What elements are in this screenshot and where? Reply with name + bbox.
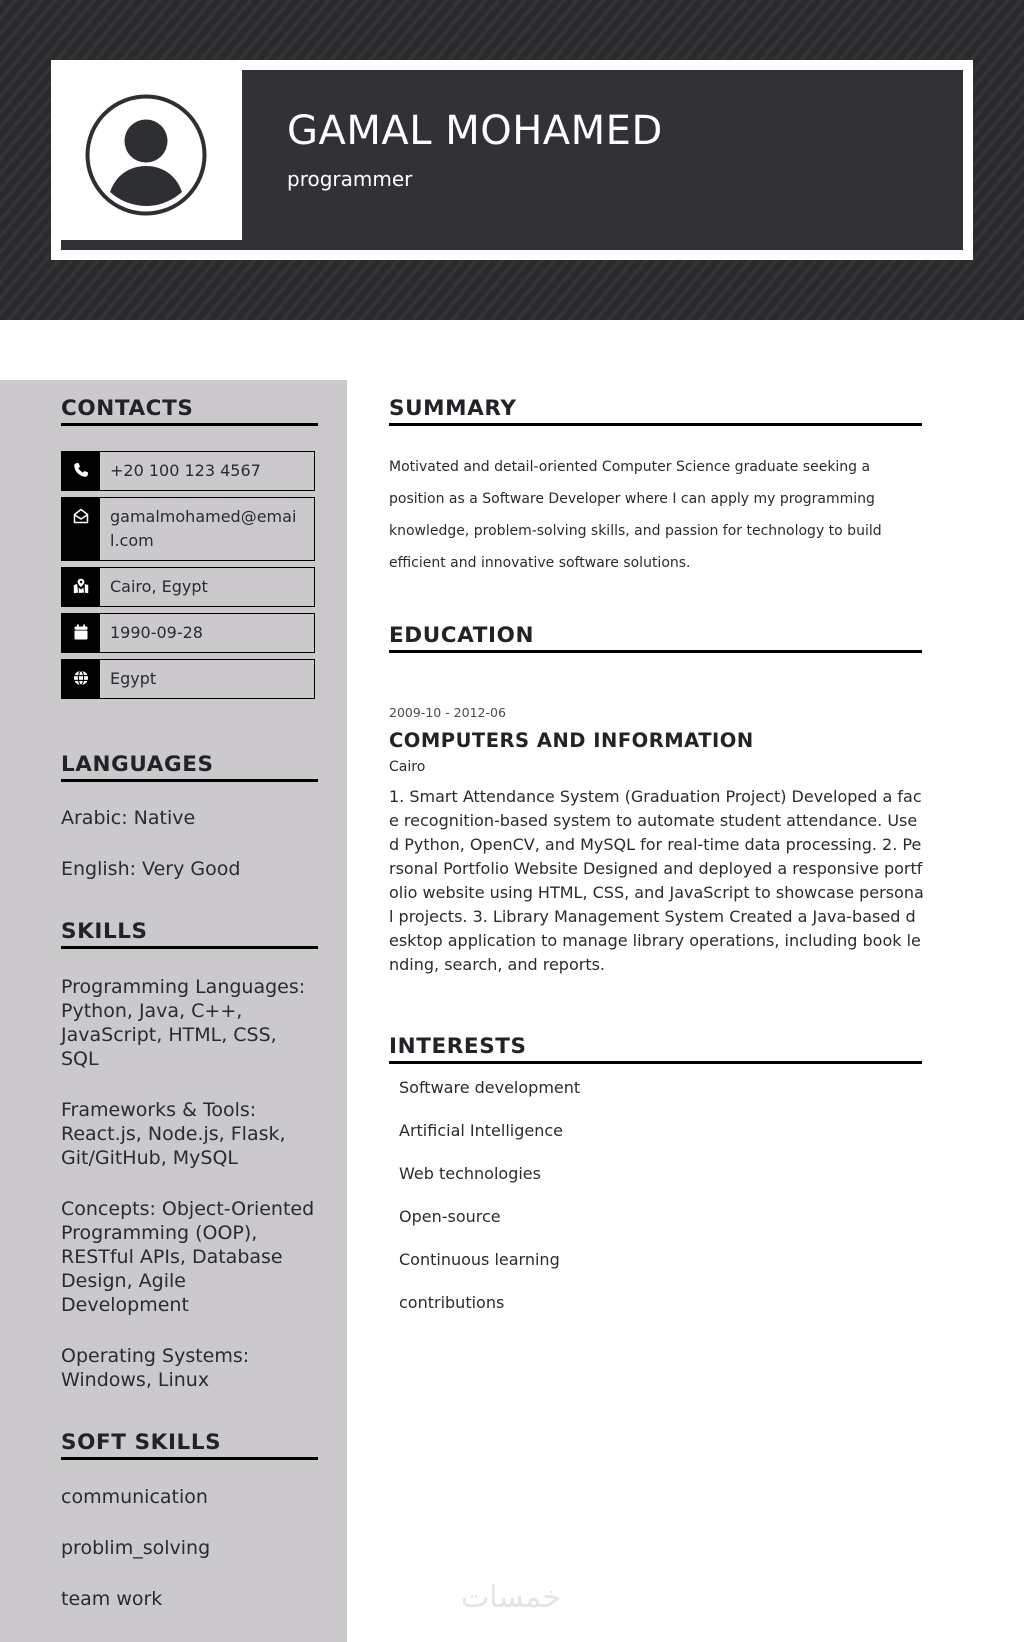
- watermark-logo: خمسات: [460, 1580, 562, 1615]
- skills-heading: SKILLS: [61, 918, 318, 949]
- location-value: Cairo, Egypt: [110, 577, 208, 596]
- interests-heading: INTERESTS: [389, 1033, 922, 1064]
- nationality-value: Egypt: [110, 669, 157, 688]
- envelope-open-icon: [62, 498, 100, 560]
- education-title: COMPUTERS AND INFORMATION: [389, 729, 754, 752]
- interest-item: Continuous learning: [399, 1250, 560, 1269]
- interest-item: contributions: [399, 1293, 505, 1312]
- user-circle-icon: [85, 94, 207, 216]
- calendar-icon: [62, 614, 100, 652]
- interest-item: Software development: [399, 1078, 581, 1097]
- education-section: [389, 622, 922, 977]
- contact-nationality: [61, 659, 315, 699]
- interests-section: [389, 1033, 922, 1336]
- skill-item: Frameworks & Tools: React.js, Node.js, Flask, Git/GitHub, MySQL: [61, 1099, 286, 1169]
- summary-heading: SUMMARY: [389, 395, 922, 426]
- soft-skill-item: problim_solving: [61, 1537, 211, 1559]
- contacts-heading: CONTACTS: [61, 395, 318, 426]
- email-value: gamalmohamed@email.com: [110, 507, 297, 550]
- contact-list: [61, 451, 318, 699]
- soft-skills-heading: SOFT SKILLS: [61, 1429, 318, 1460]
- contact-email: [61, 497, 315, 561]
- skills-section: [61, 918, 318, 1392]
- interest-item: Web technologies: [399, 1164, 541, 1183]
- education-description: 1. Smart Attendance System (Graduation Project) Developed a face recognition-based system to automate student attendance. Used Python, OpenCV, and MySQL for real-time data processing. 2. Personal Portfolio Website Designed and deployed a responsive portfolio website using HTML, CSS, and JavaScript to showcase personal projects. 3. Library Management System Created a Java-based desktop application to manage library operations, including book lending, search, and reports.: [389, 787, 924, 974]
- contact-phone: [61, 451, 315, 491]
- contact-location: [61, 567, 315, 607]
- soft-skill-item: communication: [61, 1486, 208, 1508]
- summary-section: [389, 395, 922, 579]
- skill-item: Programming Languages: Python, Java, C++, JavaScript, HTML, CSS, SQL: [61, 976, 306, 1070]
- summary-text: Motivated and detail-oriented Computer Science graduate seeking a position as a Software Developer where I can apply my programming knowledge, problem-solving skills, and passion for technology to build efficient and innovative software solutions.: [389, 459, 882, 571]
- education-entry: [389, 705, 922, 977]
- interest-item: Open-source: [399, 1207, 501, 1226]
- phone-value: +20 100 123 4567: [110, 461, 261, 480]
- birthdate-value: 1990-09-28: [110, 623, 203, 642]
- soft-skill-item: team work: [61, 1588, 163, 1610]
- languages-section: [61, 751, 318, 881]
- map-location-icon: [62, 568, 100, 606]
- skill-item: Concepts: Object-Oriented Programming (OOP), RESTful APIs, Database Design, Agile Development: [61, 1198, 315, 1316]
- contact-birthdate: [61, 613, 315, 653]
- interest-list: [389, 1078, 922, 1313]
- person-name: GAMAL MOHAMED: [287, 108, 663, 154]
- language-item: English: Very Good: [61, 858, 241, 880]
- soft-skills-section: [61, 1429, 318, 1611]
- phone-icon: [62, 452, 100, 490]
- interest-item: Artificial Intelligence: [399, 1121, 563, 1140]
- skill-item: Operating Systems: Windows, Linux: [61, 1345, 250, 1391]
- education-dates: 2009-10 - 2012-06: [389, 705, 506, 720]
- contacts-section: [61, 395, 318, 705]
- languages-heading: LANGUAGES: [61, 751, 318, 782]
- job-title: programmer: [287, 167, 413, 191]
- globe-icon: [62, 660, 100, 698]
- education-heading: EDUCATION: [389, 622, 922, 653]
- education-place: Cairo: [389, 759, 426, 775]
- language-item: Arabic: Native: [61, 807, 196, 829]
